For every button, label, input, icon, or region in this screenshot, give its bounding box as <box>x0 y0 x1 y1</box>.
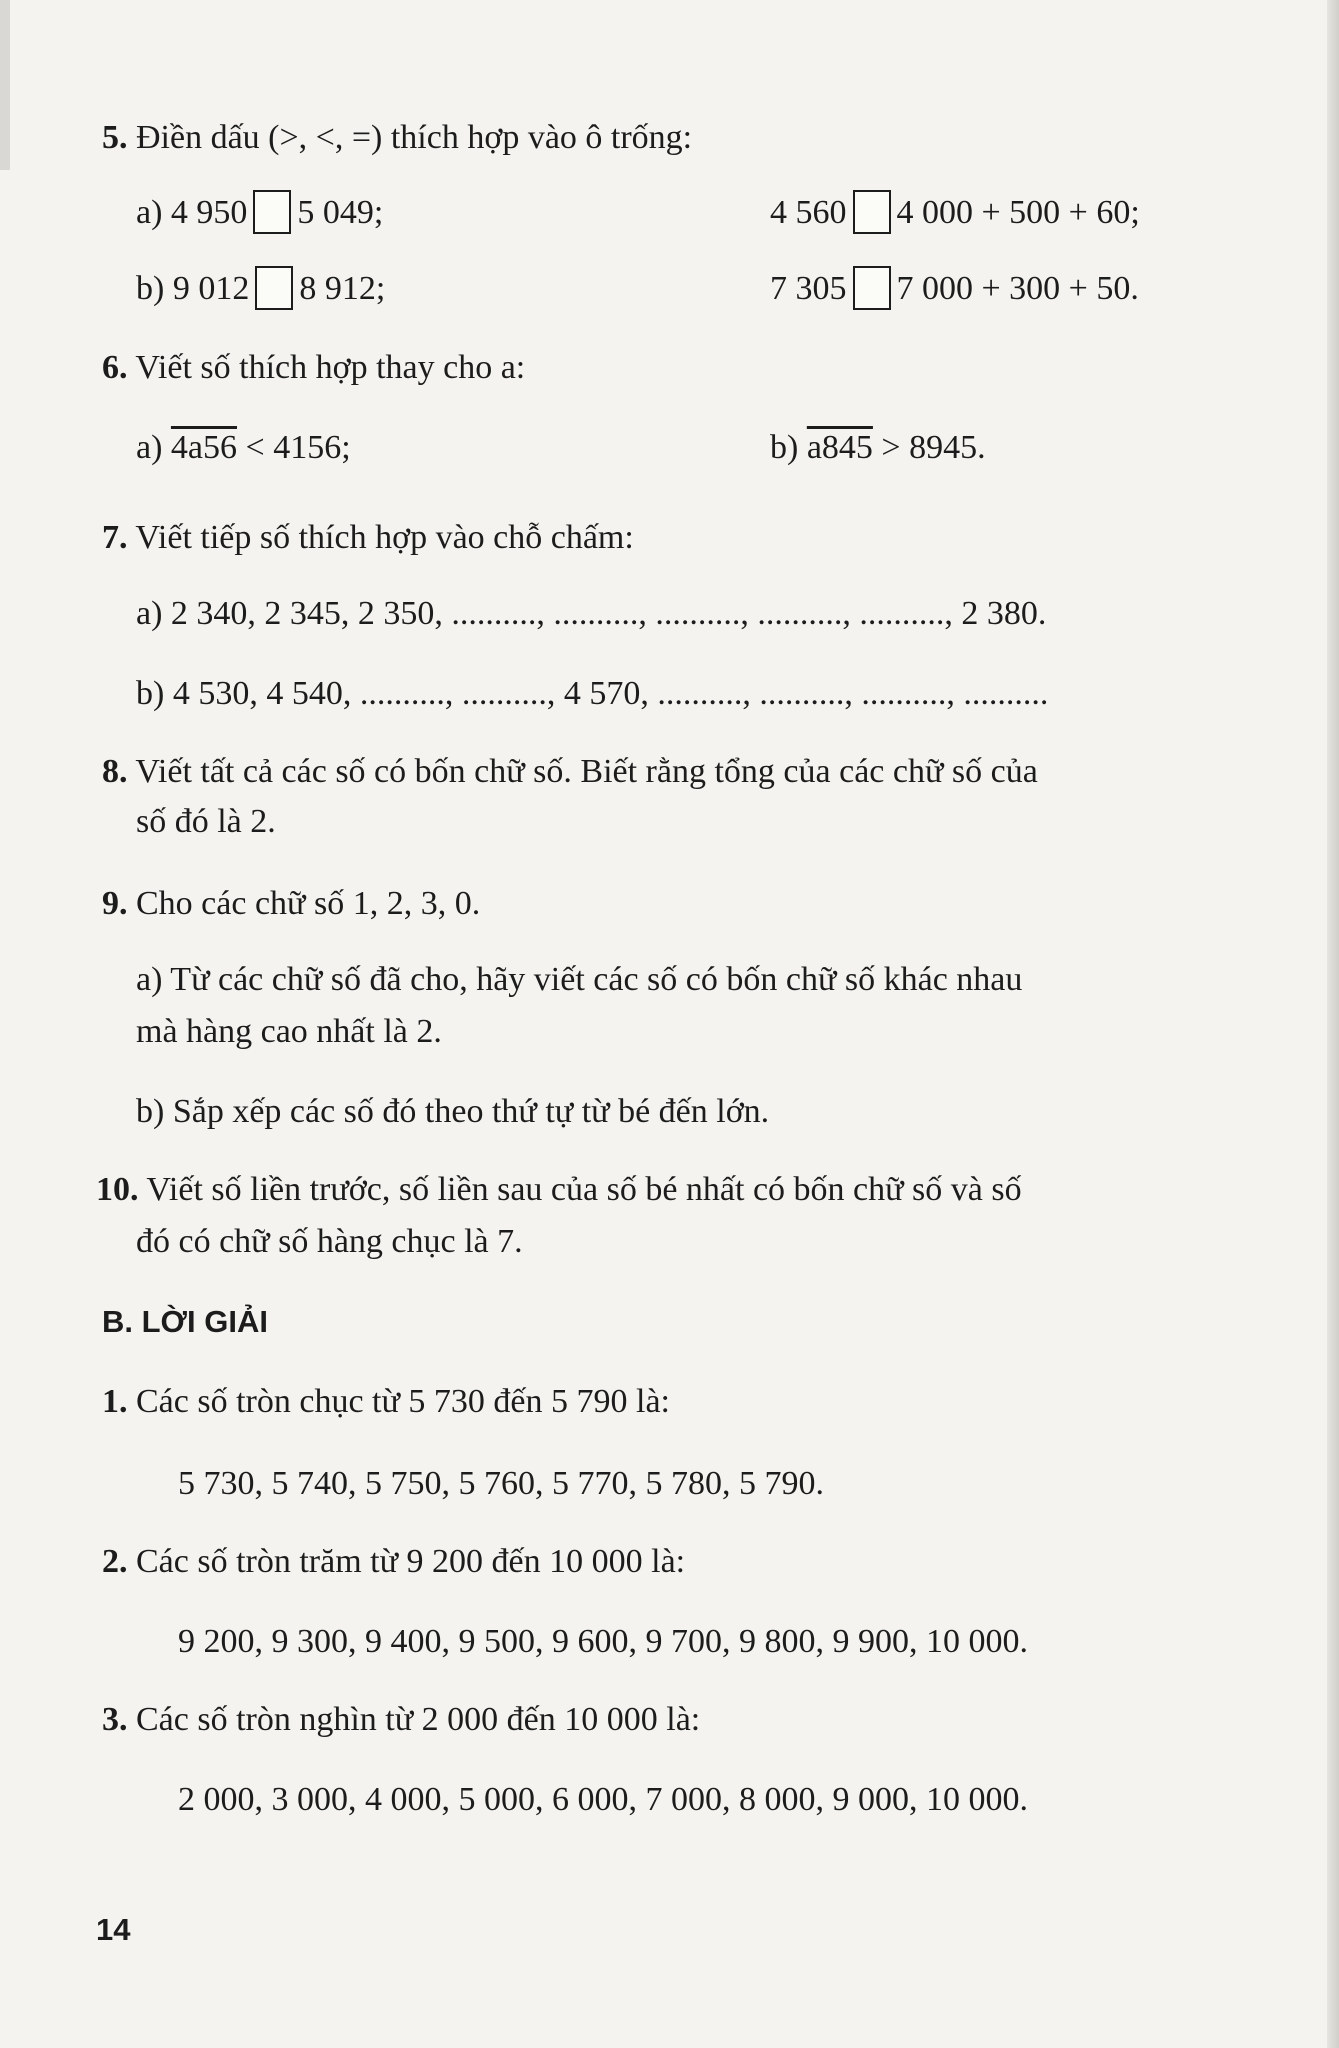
q8-line1 <box>102 752 1038 792</box>
q5-b-left-prefix: b) 9 012 <box>136 269 250 307</box>
s2-title: Các số tròn trăm từ 9 200 đến 10 000 là: <box>136 1543 686 1580</box>
q5-number: 5. <box>102 119 128 156</box>
q5-a-left-suffix: 5 049; <box>297 193 384 231</box>
q5-a-right-suffix: 4 000 + 500 + 60; <box>896 193 1140 231</box>
q5-title: Điền dấu (>, <, =) thích hợp vào ô trống: <box>136 119 693 156</box>
q5-b-left <box>136 266 385 316</box>
comparison-box[interactable] <box>253 190 291 234</box>
q5-heading <box>102 118 692 158</box>
q5-b-right-suffix: 7 000 + 300 + 50. <box>896 269 1139 307</box>
section-heading: B. LỜI GIẢI <box>102 1304 268 1339</box>
s3-number: 3. <box>102 1701 128 1738</box>
q7-b-line: b) 4 530, 4 540, .........., .........., 4 570, .........., .........., .........., .......... <box>136 675 1049 712</box>
s2-answer: 9 200, 9 300, 9 400, 9 500, 9 600, 9 700, 9 800, 9 900, 10 000. <box>178 1623 1028 1660</box>
page-number: 14 <box>96 1912 131 1947</box>
q6-a <box>136 428 351 468</box>
q6-b-overlined-number: a845 <box>806 429 873 466</box>
s3-heading <box>102 1700 700 1740</box>
s2-heading <box>102 1542 685 1582</box>
q7-heading <box>102 518 634 558</box>
s1-heading <box>102 1382 670 1422</box>
q5-a-right <box>770 190 1140 240</box>
page-edge-left <box>0 0 10 170</box>
q7-a-line: a) 2 340, 2 345, 2 350, .........., .........., .........., .........., .........., 2 380. <box>136 595 1047 632</box>
q5-b-right-prefix: 7 305 <box>770 269 847 307</box>
q9-a-line2: mà hàng cao nhất là 2. <box>136 1013 442 1050</box>
q9-b-line: b) Sắp xếp các số đó theo thứ tự từ bé đến lớn. <box>136 1093 770 1130</box>
q5-a-left-prefix: a) 4 950 <box>136 193 248 231</box>
q7-title: Viết tiếp số thích hợp vào chỗ chấm: <box>135 519 634 556</box>
q8-number: 8. <box>102 753 128 790</box>
q10-line2: đó có chữ số hàng chục là 7. <box>136 1223 523 1260</box>
q6-number: 6. <box>102 349 128 386</box>
comparison-box[interactable] <box>853 190 891 234</box>
s1-number: 1. <box>102 1383 128 1420</box>
q6-title: Viết số thích hợp thay cho a: <box>135 349 526 386</box>
q5-b-right <box>770 266 1139 316</box>
q9-title: Cho các chữ số 1, 2, 3, 0. <box>136 885 481 922</box>
comparison-box[interactable] <box>853 266 891 310</box>
q9-heading <box>102 884 480 924</box>
q10-number: 10. <box>96 1171 139 1208</box>
q5-a-right-prefix: 4 560 <box>770 193 847 231</box>
q8-text-line1: Viết tất cả các số có bốn chữ số. Biết rằng tổng của các chữ số của <box>135 753 1038 790</box>
s3-answer: 2 000, 3 000, 4 000, 5 000, 6 000, 7 000, 8 000, 9 000, 10 000. <box>178 1781 1028 1818</box>
s2-number: 2. <box>102 1543 128 1580</box>
page-edge-right <box>1327 0 1339 2048</box>
q6-b-label: b) <box>770 429 799 466</box>
q5-a-left <box>136 190 383 240</box>
comparison-box[interactable] <box>255 266 293 310</box>
q9-a-line1: a) Từ các chữ số đã cho, hãy viết các số có bốn chữ số khác nhau <box>136 961 1023 998</box>
q8-line2: số đó là 2. <box>136 803 276 840</box>
q5-b-left-suffix: 8 912; <box>299 269 386 307</box>
q6-b <box>770 428 986 468</box>
s3-title: Các số tròn nghìn từ 2 000 đến 10 000 là: <box>136 1701 701 1738</box>
s1-answer: 5 730, 5 740, 5 750, 5 760, 5 770, 5 780, 5 790. <box>178 1465 824 1502</box>
q6-a-comparison: < 4156; <box>245 429 351 466</box>
q9-number: 9. <box>102 885 128 922</box>
q10-line1 <box>96 1170 1022 1210</box>
q6-a-overlined-number: 4a56 <box>170 429 238 466</box>
q6-b-comparison: > 8945. <box>881 429 986 466</box>
q7-number: 7. <box>102 519 128 556</box>
q10-text-line1: Viết số liền trước, số liền sau của số bé nhất có bốn chữ số và số <box>146 1171 1022 1208</box>
s1-title: Các số tròn chục từ 5 730 đến 5 790 là: <box>136 1383 670 1420</box>
q6-heading <box>102 348 525 388</box>
q6-a-label: a) <box>136 429 163 466</box>
